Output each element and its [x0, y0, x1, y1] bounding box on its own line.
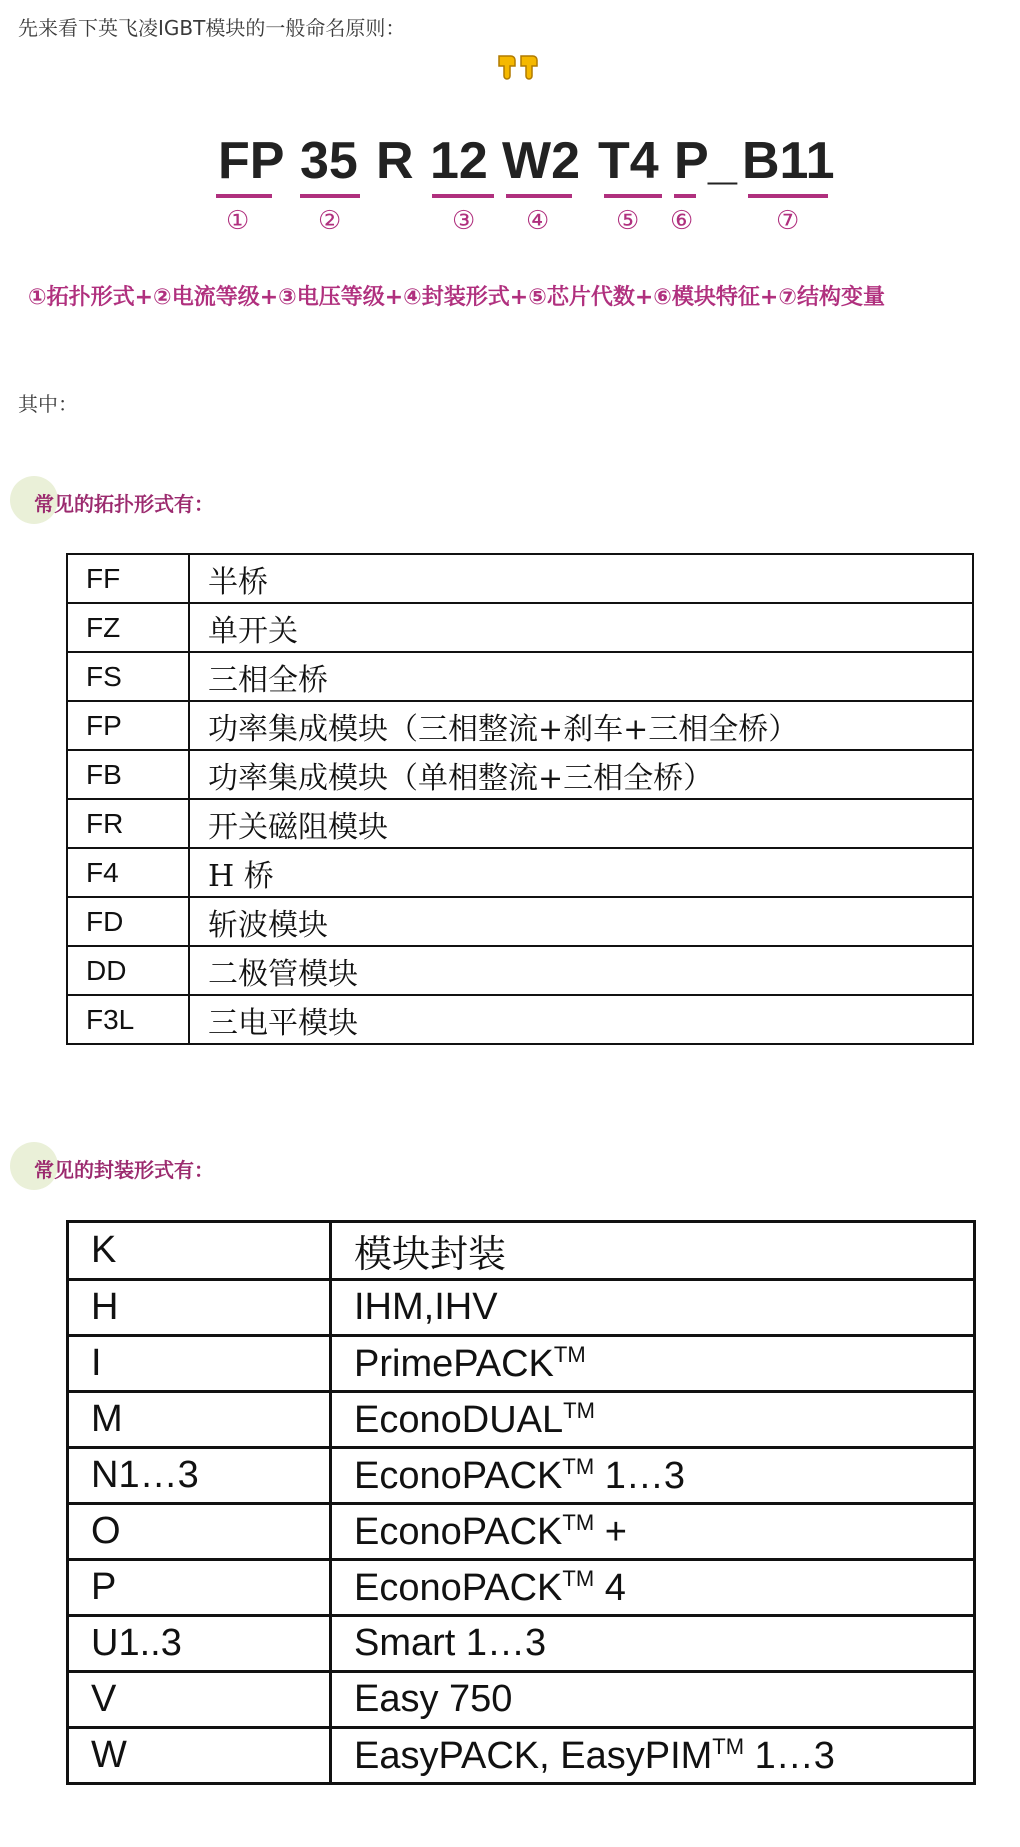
package-table: [66, 1220, 976, 1785]
table-row: [67, 848, 973, 897]
package-description: [331, 1504, 975, 1560]
code-seg-r: R: [376, 132, 414, 190]
package-description: [331, 1560, 975, 1616]
topology-description: H 桥: [189, 848, 973, 897]
underline-4: [506, 194, 572, 198]
topology-description: 二极管模块: [189, 946, 973, 995]
package-name: EconoPACK: [354, 1566, 563, 1609]
package-name: PrimePACK: [354, 1342, 554, 1385]
table-row: [68, 1728, 975, 1784]
topology-code: FB: [67, 750, 189, 799]
topology-code: F4: [67, 848, 189, 897]
topology-heading: [10, 476, 330, 528]
topology-table: [66, 553, 974, 1045]
trademark-mark: TM: [712, 1733, 745, 1759]
package-code: O: [68, 1504, 331, 1560]
package-name: Smart 1…3: [354, 1622, 547, 1664]
table-row: [68, 1504, 975, 1560]
topology-description: 开关磁阻模块: [189, 799, 973, 848]
trademark-mark: TM: [553, 1341, 586, 1367]
package-code: H: [68, 1280, 331, 1336]
table-row: [67, 946, 973, 995]
package-code: I: [68, 1336, 331, 1392]
topology-code: FF: [67, 554, 189, 603]
marker-3: ③: [452, 206, 476, 236]
package-description: [331, 1728, 975, 1784]
code-seg-topology: FP: [218, 132, 285, 190]
package-suffix: 1…3: [594, 1454, 685, 1497]
package-suffix: 1…3: [744, 1734, 835, 1777]
table-row: [67, 897, 973, 946]
naming-formula: ①拓扑形式+②电流等级+③电压等级+④封装形式+⑤芯片代数+⑥模块特征+⑦结构变量: [28, 285, 885, 310]
package-code: W: [68, 1728, 331, 1784]
package-name: IHM,IHV: [354, 1286, 498, 1328]
table-row: [68, 1280, 975, 1336]
package-description: [331, 1392, 975, 1448]
code-seg-variant: B11: [742, 132, 835, 190]
topology-code: FR: [67, 799, 189, 848]
marker-1: ①: [226, 206, 250, 236]
table-row: [68, 1560, 975, 1616]
table-row: [68, 1448, 975, 1504]
topology-code: FS: [67, 652, 189, 701]
topology-description: 半桥: [189, 554, 973, 603]
topology-description: 三相全桥: [189, 652, 973, 701]
table-row: [67, 995, 973, 1044]
naming-code-diagram: [0, 130, 1020, 250]
table-row: [68, 1672, 975, 1728]
package-code: V: [68, 1672, 331, 1728]
package-suffix: +: [594, 1510, 627, 1553]
table-row: [67, 603, 973, 652]
table-row: [67, 701, 973, 750]
topology-code: DD: [67, 946, 189, 995]
topology-code: F3L: [67, 995, 189, 1044]
trademark-mark: TM: [562, 1565, 595, 1591]
intro-text: 先来看下英飞凌IGBT模块的一般命名原则：: [18, 16, 406, 40]
marker-2: ②: [318, 206, 342, 236]
package-description: [331, 1280, 975, 1336]
package-description: [331, 1672, 975, 1728]
topology-code: FP: [67, 701, 189, 750]
topology-description: 功率集成模块（三相整流+刹车+三相全桥）: [189, 701, 973, 750]
package-code: N1…3: [68, 1448, 331, 1504]
package-description: [331, 1222, 975, 1280]
code-seg-chip: T4: [598, 132, 659, 190]
pointing-down-hands-icon: [496, 52, 542, 82]
package-name: EconoPACK: [354, 1510, 563, 1553]
table-row: [68, 1336, 975, 1392]
package-code: U1..3: [68, 1616, 331, 1672]
underline-7: [748, 194, 828, 198]
topology-description: 三电平模块: [189, 995, 973, 1044]
trademark-mark: TM: [563, 1397, 595, 1423]
table-row: [67, 554, 973, 603]
code-seg-voltage: 12: [430, 132, 488, 190]
table-row: [67, 799, 973, 848]
trademark-mark: TM: [562, 1509, 595, 1535]
trademark-mark: TM: [562, 1453, 595, 1479]
code-seg-current: 35: [300, 132, 358, 190]
code-seg-underscore: _: [708, 132, 737, 190]
code-seg-feature: P: [674, 132, 709, 190]
topology-description: 斩波模块: [189, 897, 973, 946]
package-description: [331, 1336, 975, 1392]
underline-2: [300, 194, 360, 198]
package-description: [331, 1448, 975, 1504]
code-seg-package: W2: [502, 132, 580, 190]
package-name: EconoPACK: [354, 1454, 563, 1497]
underline-6: [674, 194, 696, 198]
package-code: M: [68, 1392, 331, 1448]
among-text: 其中：: [18, 392, 78, 416]
table-row: [67, 750, 973, 799]
package-name: EasyPACK, EasyPIM: [354, 1734, 713, 1777]
marker-4: ④: [526, 206, 550, 236]
topology-description: 功率集成模块（单相整流+三相全桥）: [189, 750, 973, 799]
package-suffix: 4: [594, 1566, 626, 1609]
table-row: [67, 652, 973, 701]
package-code: K: [68, 1222, 331, 1280]
marker-7: ⑦: [776, 206, 800, 236]
table-row: [68, 1392, 975, 1448]
package-code: P: [68, 1560, 331, 1616]
package-name: Easy 750: [354, 1678, 513, 1720]
topology-description: 单开关: [189, 603, 973, 652]
package-description: [331, 1616, 975, 1672]
underline-5: [604, 194, 662, 198]
table-row: [68, 1222, 975, 1280]
topology-heading-text: 常见的拓扑形式有：: [34, 492, 214, 516]
underline-1: [216, 194, 272, 198]
table-row: [68, 1616, 975, 1672]
marker-5: ⑤: [616, 206, 640, 236]
underline-3: [432, 194, 494, 198]
topology-code: FZ: [67, 603, 189, 652]
package-name: 模块封装: [354, 1234, 507, 1276]
package-heading-text: 常见的封装形式有：: [34, 1158, 214, 1182]
marker-6: ⑥: [670, 206, 694, 236]
package-name: EconoDUAL: [354, 1398, 564, 1441]
topology-code: FD: [67, 897, 189, 946]
package-heading: [10, 1142, 330, 1194]
